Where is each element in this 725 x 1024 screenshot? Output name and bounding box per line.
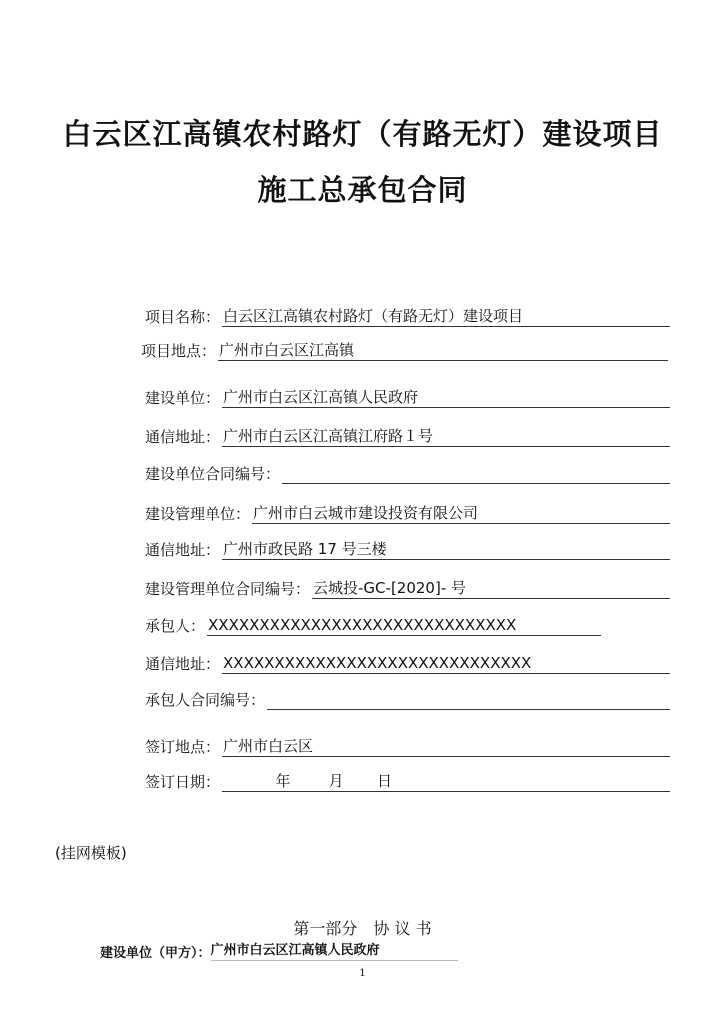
field-value: 广州市白云区江高镇人民政府 [222,387,670,408]
field-signing-place [145,735,670,757]
field-label: 项目名称： [145,308,221,326]
field-label: 建设单位： [145,389,221,407]
field-contractor-contract-no [145,688,670,710]
field-label: 项目地点： [141,342,217,360]
field-label: 建设管理单位合同编号： [145,580,311,598]
field-value: XXXXXXXXXXXXXXXXXXXXXXXXXXXXXX [207,615,601,636]
field-value [282,463,670,484]
field-value: 白云区江高镇农村路灯（有路无灯）建设项目 [222,306,670,327]
field-project-location [141,339,668,361]
field-project-name [145,305,670,327]
field-signing-date [145,770,670,792]
field-label: 通信地址： [145,541,221,559]
field-label: 承包人： [145,617,206,635]
field-label: 通信地址： [145,428,221,446]
field-label: 建设单位合同编号： [145,465,281,483]
field-construction-unit-address [145,425,670,447]
field-value: 广州市政民路 17 号三楼 [222,539,670,560]
field-label: 签订日期： [145,773,221,791]
part-one-title: 第一部分 协 议 书 [293,919,432,938]
field-value: 云城投-GC-[2020]- 号 [312,578,670,599]
field-contractor-address [145,652,670,674]
field-value: 广州市白云区 [222,736,670,757]
field-management-unit-contract-no [145,577,670,599]
page-number: 1 [359,968,366,979]
party-a-value: 广州市白云区江高镇人民政府 [211,942,458,961]
field-label: 签订地点： [145,738,221,756]
field-construction-unit [145,386,670,408]
contract-title-line1: 白云区江高镇农村路灯（有路无灯）建设项目 [62,117,663,151]
field-management-unit [145,502,670,524]
template-note: (挂网模板) [55,844,127,862]
contract-title-line2: 施工总承包合同 [257,173,468,207]
field-construction-unit-contract-no [145,462,670,484]
field-value: XXXXXXXXXXXXXXXXXXXXXXXXXXXXXX [222,653,670,674]
field-value: 广州市白云区江高镇江府路１号 [222,426,670,447]
field-management-unit-address [145,538,670,560]
party-a-label: 建设单位（甲方）： [100,946,211,961]
field-label: 承包人合同编号： [145,691,266,709]
field-value: 广州市白云区江高镇 [218,340,668,361]
field-contractor [145,614,601,636]
field-value: 广州市白云城市建设投资有限公司 [252,503,670,524]
field-label: 通信地址： [145,655,221,673]
field-label: 建设管理单位： [145,505,251,523]
field-value: 年 月 日 [222,771,670,792]
party-a [100,942,458,961]
field-value [267,689,670,710]
